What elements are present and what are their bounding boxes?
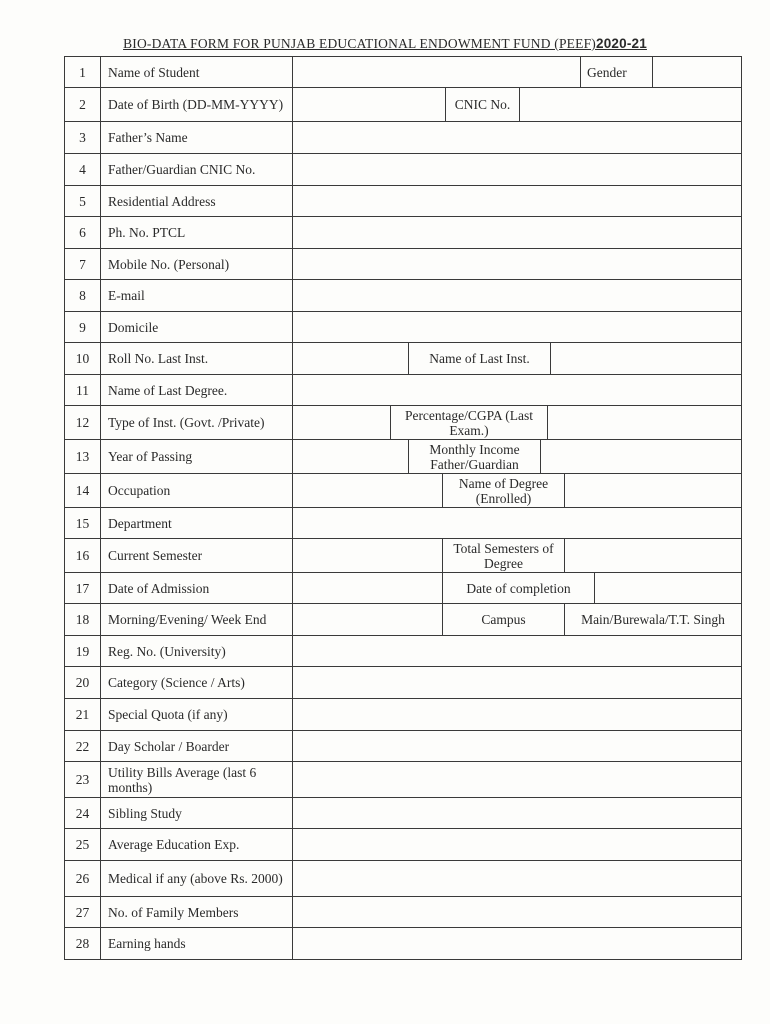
row-number: 3: [65, 122, 101, 153]
row-number: 22: [65, 731, 101, 761]
row-number: 14: [65, 474, 101, 507]
utility-bills-field[interactable]: [293, 762, 741, 797]
field-label: Day Scholar / Boarder: [101, 731, 293, 761]
row-number: 23: [65, 762, 101, 797]
field-label: Father/Guardian CNIC No.: [101, 154, 293, 185]
table-row: [65, 539, 741, 573]
row-number: 4: [65, 154, 101, 185]
day-scholar-field[interactable]: [293, 731, 741, 761]
last-inst-label: Name of Last Inst.: [409, 343, 551, 374]
special-quota-field[interactable]: [293, 699, 741, 730]
date-of-admission-field[interactable]: [293, 573, 443, 603]
sibling-study-field[interactable]: [293, 798, 741, 828]
table-row: [65, 829, 741, 861]
field-label: Roll No. Last Inst.: [101, 343, 293, 374]
table-row: [65, 249, 741, 280]
bio-data-table: [64, 56, 742, 960]
field-label: Father’s Name: [101, 122, 293, 153]
field-label: Name of Student: [101, 57, 293, 87]
field-label: Sibling Study: [101, 798, 293, 828]
row-number: 12: [65, 406, 101, 439]
table-row: [65, 604, 741, 636]
row-number: 21: [65, 699, 101, 730]
table-row: [65, 375, 741, 406]
year-of-passing-field[interactable]: [293, 440, 409, 473]
occupation-field[interactable]: [293, 474, 443, 507]
total-semesters-field[interactable]: [565, 539, 741, 572]
field-label: Year of Passing: [101, 440, 293, 473]
table-row: [65, 928, 741, 960]
row-number: 13: [65, 440, 101, 473]
field-label: Date of Birth (DD-MM-YYYY): [101, 88, 293, 121]
table-row: [65, 897, 741, 928]
field-label: No. of Family Members: [101, 897, 293, 927]
fathers-name-field[interactable]: [293, 122, 741, 153]
current-semester-field[interactable]: [293, 539, 443, 572]
row-number: 10: [65, 343, 101, 374]
field-label: Medical if any (above Rs. 2000): [101, 861, 293, 896]
earning-hands-field[interactable]: [293, 928, 741, 959]
table-row: [65, 636, 741, 667]
field-label: Reg. No. (University): [101, 636, 293, 666]
field-label: Occupation: [101, 474, 293, 507]
field-label: Ph. No. PTCL: [101, 217, 293, 248]
table-row: [65, 154, 741, 186]
name-of-student-field[interactable]: [293, 57, 581, 87]
row-number: 15: [65, 508, 101, 538]
category-field[interactable]: [293, 667, 741, 698]
row-number: 26: [65, 861, 101, 896]
percentage-label: Percentage/CGPA (Last Exam.): [391, 406, 548, 439]
date-of-completion-label: Date of completion: [443, 573, 595, 603]
table-row: [65, 186, 741, 217]
department-field[interactable]: [293, 508, 741, 538]
row-number: 8: [65, 280, 101, 311]
field-label: Average Education Exp.: [101, 829, 293, 860]
campus-label: Campus: [443, 604, 565, 635]
table-row: [65, 343, 741, 375]
row-number: 27: [65, 897, 101, 927]
roll-no-field[interactable]: [293, 343, 409, 374]
education-exp-field[interactable]: [293, 829, 741, 860]
row-number: 25: [65, 829, 101, 860]
degree-enrolled-field[interactable]: [565, 474, 741, 507]
field-label: Mobile No. (Personal): [101, 249, 293, 279]
row-number: 9: [65, 312, 101, 342]
campus-options: Main/Burewala/T.T. Singh: [581, 612, 725, 627]
row-number: 11: [65, 375, 101, 405]
table-row: [65, 508, 741, 539]
last-inst-field[interactable]: [551, 343, 741, 374]
gender-label: Gender: [581, 57, 653, 87]
field-label: Type of Inst. (Govt. /Private): [101, 406, 293, 439]
row-number: 7: [65, 249, 101, 279]
table-row: [65, 312, 741, 343]
monthly-income-label: Monthly Income Father/Guardian: [409, 440, 541, 473]
field-label: Utility Bills Average (last 6 months): [101, 762, 293, 797]
row-number: 5: [65, 186, 101, 216]
gender-field[interactable]: [653, 57, 741, 87]
monthly-income-field[interactable]: [541, 440, 741, 473]
form-title-main: BIO-DATA FORM FOR PUNJAB EDUCATIONAL ENDOWMENT FUND (PEEF): [123, 36, 596, 51]
row-number: 20: [65, 667, 101, 698]
cnic-field[interactable]: [520, 88, 741, 121]
row-number: 1: [65, 57, 101, 87]
percentage-field[interactable]: [548, 406, 741, 439]
email-field[interactable]: [293, 280, 741, 311]
row-number: 2: [65, 88, 101, 121]
table-row: [65, 573, 741, 604]
field-label: Current Semester: [101, 539, 293, 572]
degree-enrolled-label: Name of Degree (Enrolled): [443, 474, 565, 507]
table-row: [65, 762, 741, 798]
date-of-completion-field[interactable]: [595, 573, 741, 603]
field-label: E-mail: [101, 280, 293, 311]
last-degree-field[interactable]: [293, 375, 741, 405]
field-label: Morning/Evening/ Week End: [101, 604, 293, 635]
medical-field[interactable]: [293, 861, 741, 896]
table-row: [65, 699, 741, 731]
shift-field[interactable]: [293, 604, 443, 635]
table-row: [65, 440, 741, 474]
residential-address-field[interactable]: [293, 186, 741, 216]
field-label: Name of Last Degree.: [101, 375, 293, 405]
field-label: Department: [101, 508, 293, 538]
domicile-field[interactable]: [293, 312, 741, 342]
table-row: [65, 474, 741, 508]
ptcl-field[interactable]: [293, 217, 741, 248]
row-number: 16: [65, 539, 101, 572]
row-number: 18: [65, 604, 101, 635]
mobile-field[interactable]: [293, 249, 741, 279]
table-row: [65, 731, 741, 762]
table-row: [65, 667, 741, 699]
inst-type-field[interactable]: [293, 406, 391, 439]
field-label: Date of Admission: [101, 573, 293, 603]
family-members-field[interactable]: [293, 897, 741, 927]
field-label: Special Quota (if any): [101, 699, 293, 730]
guardian-cnic-field[interactable]: [293, 154, 741, 185]
row-number: 28: [65, 928, 101, 959]
row-number: 6: [65, 217, 101, 248]
row-number: 17: [65, 573, 101, 603]
table-row: [65, 798, 741, 829]
form-title-year: 2020-21: [595, 36, 647, 51]
reg-no-field[interactable]: [293, 636, 741, 666]
field-label: Category (Science / Arts): [101, 667, 293, 698]
table-row: [65, 217, 741, 249]
table-row: [65, 280, 741, 312]
table-row: [65, 406, 741, 440]
total-semesters-label: Total Semesters of Degree: [443, 539, 565, 572]
field-label: Residential Address: [101, 186, 293, 216]
table-row: [65, 861, 741, 897]
cnic-label: CNIC No.: [446, 88, 520, 121]
table-row: [65, 122, 741, 154]
row-number: 24: [65, 798, 101, 828]
table-row: [65, 57, 741, 88]
date-of-birth-field[interactable]: [293, 88, 446, 121]
row-number: 19: [65, 636, 101, 666]
form-title: [0, 36, 770, 52]
table-row: [65, 88, 741, 122]
field-label: Earning hands: [101, 928, 293, 959]
field-label: Domicile: [101, 312, 293, 342]
